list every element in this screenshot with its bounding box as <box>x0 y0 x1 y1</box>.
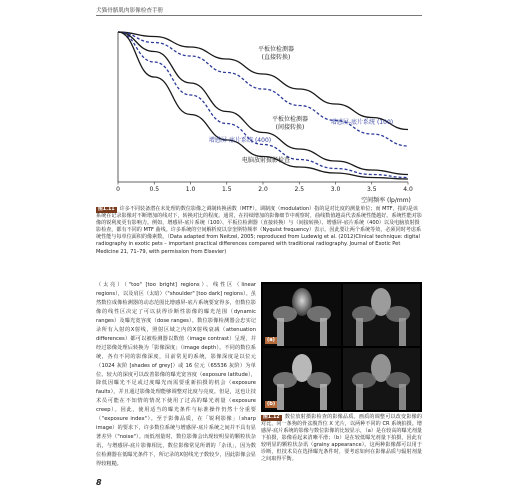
annotation-screen-film-100: 增感屏-底片系统 (100) <box>330 119 394 126</box>
figure2-caption-block <box>261 414 422 463</box>
xray-pelvis-icon <box>343 284 420 346</box>
annotation-indirect-detector-sub: (间接转换) <box>275 124 305 131</box>
x-tick-label: 0 <box>116 186 120 193</box>
header-rule <box>96 15 422 16</box>
xray-tag-b: (b) <box>267 401 276 407</box>
x-tick-label: 3.0 <box>330 186 341 193</box>
x-tick-label: 2.0 <box>258 186 268 193</box>
annotation-direct-detector-sub: (直接转换) <box>261 54 291 61</box>
body-text: （太亮）（"too" [too bright] regions）、线性区（linear regions），以及肩区（太暗）（"shoulder" [too dark] regions）。虽然数位成像检测器的动态范围比增感屏-底片系统要宽得多，但数位影像的线性区决定了可以获得诊断性影像的曝光范围（dynamic ranges）及曝光宽容度（dose ranges）。数位影像检测器会忠实记录所有入射的X射线，照射区域之内的X射线衰减（attenuation differences）都可以被检测器以数值（image contrast）呈现，并经过影像处理后转换为「影像深度」（image depth）。不同的数位系统，各有不同的影像深度，目前常见的系统，影像深度是以位元（1024 灰阶 [shades of grey]）或 16 位元（65536 灰阶）为单位。较大的深度可以改善影像的曝光宽容度（exposure latitude），降低因曝光不足或过度曝光而需要重新拍摄的机会（exposure faults），并且通过影像处理能够调整对比度与亮度。但是，这也让技术员可能在不知情的情况下使用了过高的曝光剂量（exposure creep）。因此，使用适当的曝光条件与标准操作仍然十分重要（"exposure index"）。至于影像品质，在「锐利影像」（sharp image）的要求下，许多数位系统与增感屏-底片系统之间并不具有显著差异（"noise"）。而低剂量时，数位影像会出现较明显的颗粒状杂讯，与增感屏-底片影像相比，数位影像常见所谓的「杂讯」，因为数位检测器在低曝光条件下，所记录的X射线光子数较少，因此影像会显得较粗糙。 <box>96 282 256 468</box>
xray-image-b-bottom <box>343 348 420 410</box>
annotation-direct-detector: 平板位检测器 <box>257 46 295 53</box>
xray-tag-a: (a) <box>267 337 275 343</box>
x-tick-label: 2.5 <box>294 186 305 193</box>
mtf-chart <box>90 20 430 210</box>
annotation-computed-radiography: 电脑放射摄影检查 <box>241 157 291 164</box>
xray-panel <box>261 282 422 412</box>
page-number: 8 <box>96 478 102 487</box>
x-axis-label: 空间频率 (lp/mm) <box>361 197 411 204</box>
figure1-caption: 许多不同装备潜在未处理的数位影像之调制转换函数（MTF）。调制度（modulation）指的是对比度的测量单位；而 MTF，指的是该系统在记录影像对不断增加的线对下，转换对比的程度。通常，在持续增加的影像细节中观察时，曲线数值越高代表系统性能越好。系统性能对影像的锐利度更有影响力。例如，增感屏-底片系统（100）、平板位检测器（直接转换）与（间接转换）、增感屏-底片系统（400）以及电脑放射摄影检查，都有不同的 MTF 曲线。许多系统的空间解析度以奈奎斯特频率（Nyquist frequency）表示。因此要让两个系统等效，必须同时考虑系统性能与每单位面积的像素数。（Data adapted from Neitzel, 2005; reproduced from Ludewig et al. (2012)Clinical technique: digital radiography in exotic pets – important practical differences compared with traditional radiography. Journal of Exotic Pet Medicine 21, 71–79, with permission from Elsevier) <box>96 206 423 255</box>
figure1-label: 图1.11 <box>98 207 115 212</box>
running-head: 犬猫骨骼肌肉影像检查手册 <box>96 8 164 14</box>
annotation-indirect-detector: 平板位检测器 <box>271 116 309 123</box>
figure2-label: 图1.12 <box>263 415 280 420</box>
annotation-screen-film-400: 增感屏-底片系统 (400) <box>208 137 272 144</box>
x-tick-label: 0.5 <box>149 186 160 193</box>
mtf-chart-svg <box>90 20 430 210</box>
xray-image-b-top <box>343 284 420 346</box>
figure1-caption-block <box>96 206 422 256</box>
figure2-caption: 数位放射摄影检查的影像品质。画质的调整可以改变影像的对比，同一条狗的骨盆腹背位 X 光片，以两种不同的 CR 系统拍摄。增感屏-底片系统的影像与数位影像的比较显示，（a）是在较高的曝光剂量下拍摄，影像看起来清晰平滑；（b）是在较低曝光剂量下拍摄，因此有较明显的颗粒状杂讯（grainy appearance）。这两种影像都可以用于诊断，但技术员在选择曝光条件时，要考虑如何在影像品质与辐射剂量之间取得平衡。 <box>261 414 422 462</box>
xray-pelvis-icon <box>343 348 420 410</box>
x-tick-label: 1.0 <box>185 186 196 193</box>
x-tick-label: 3.5 <box>366 186 377 193</box>
x-tick-label: 4.0 <box>403 186 413 193</box>
x-tick-label: 1.5 <box>221 186 232 193</box>
